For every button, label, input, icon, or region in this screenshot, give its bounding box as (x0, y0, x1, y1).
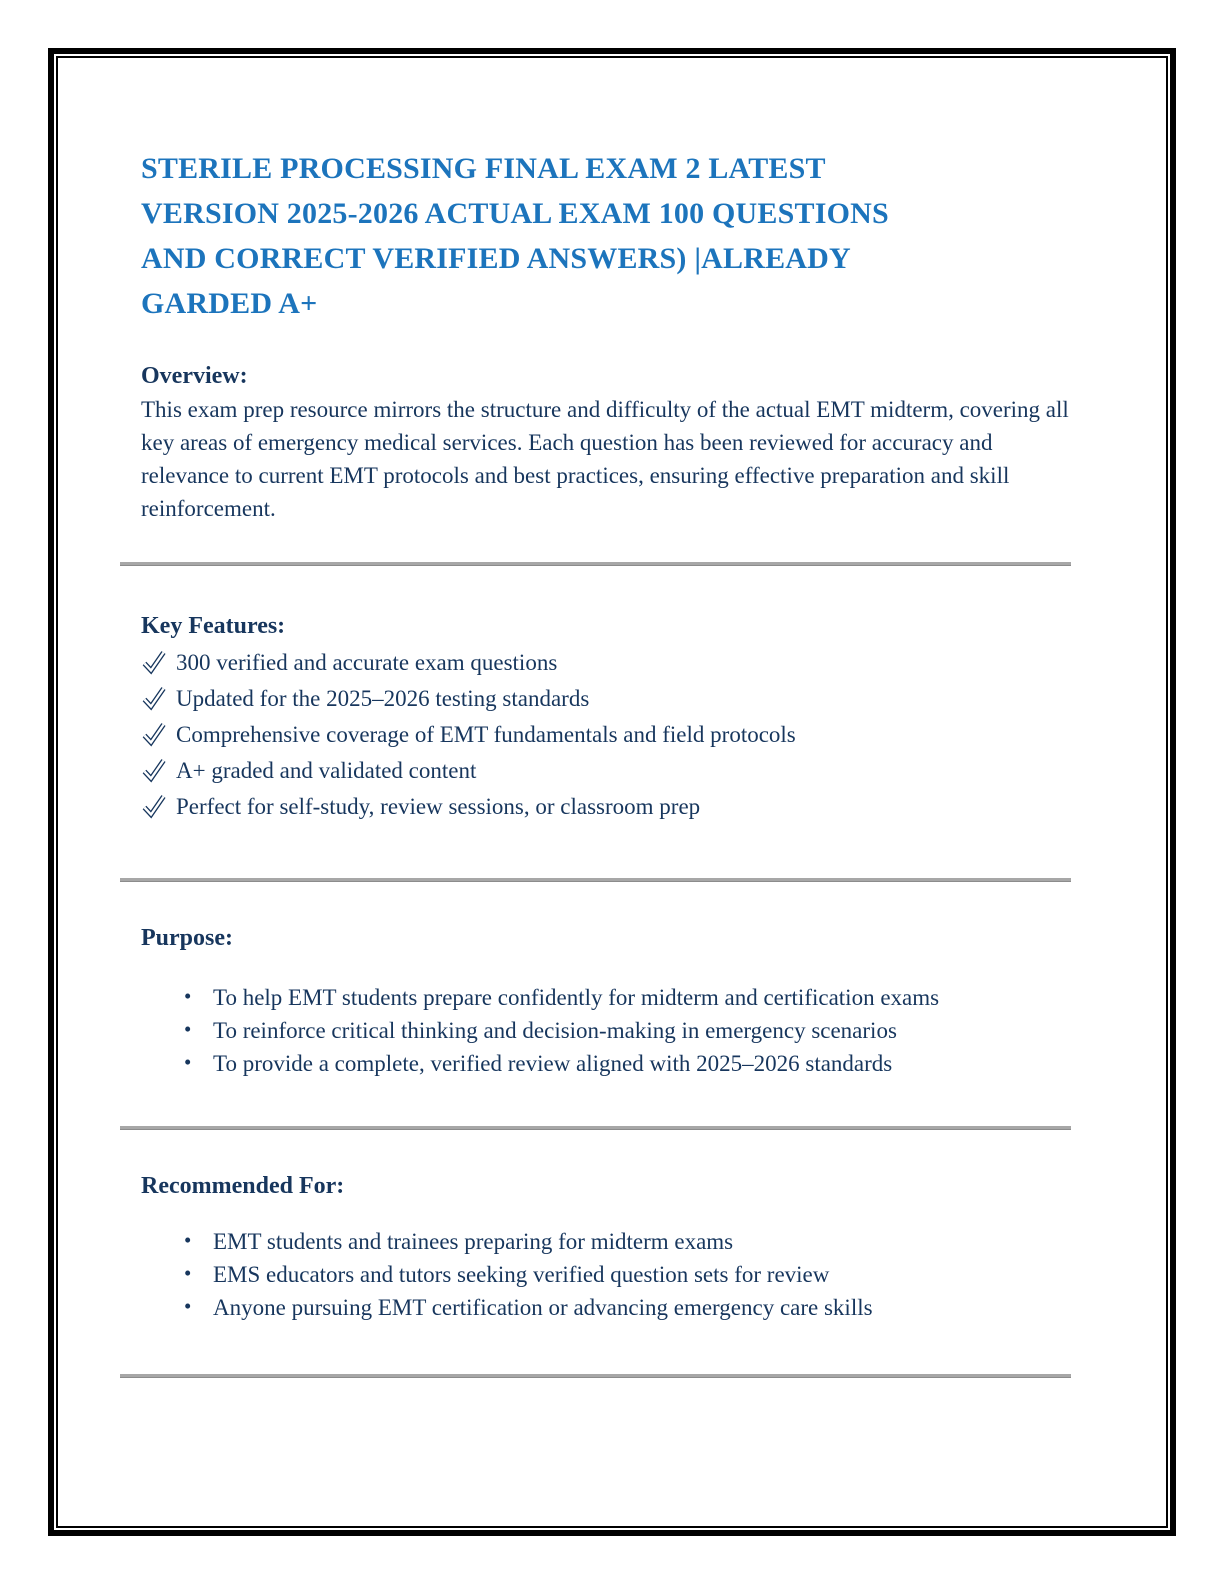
document-title-line: VERSION 2025-2026 ACTUAL EXAM 100 QUESTIONS (141, 197, 889, 230)
feature-item (141, 681, 1078, 717)
section-divider (120, 1126, 1071, 1130)
section-divider (120, 878, 1071, 882)
feature-item-label: 300 verified and accurate exam questions (176, 650, 558, 675)
feature-item-label: Perfect for self-study, review sessions, or classroom prep (176, 794, 701, 819)
check-icon (141, 793, 167, 819)
list-item: • To provide a complete, verified review aligned with 2025–2026 standards (213, 1047, 1073, 1080)
feature-item (141, 717, 1078, 753)
feature-item (141, 789, 1078, 825)
check-icon (141, 721, 167, 747)
section-divider (120, 562, 1071, 566)
list-item: • Anyone pursuing EMT certification or advancing emergency care skills (213, 1291, 1073, 1324)
page-border-frame (48, 48, 1176, 1536)
check-icon (141, 685, 167, 711)
document-title-line: STERILE PROCESSING FINAL EXAM 2 LATEST (141, 152, 826, 185)
feature-item-label: Updated for the 2025–2026 testing standards (176, 686, 590, 711)
recommended-for-list (120, 1225, 1073, 1324)
overview-heading: Overview: (141, 363, 248, 389)
check-icon (141, 649, 167, 675)
recommended-for-heading: Recommended For: (141, 1173, 345, 1199)
purpose-heading: Purpose: (141, 925, 233, 951)
check-icon (141, 757, 167, 783)
document-title-line: GARDED A+ (141, 287, 318, 320)
list-item: • EMT students and trainees preparing for midterm exams (213, 1225, 1073, 1258)
key-features-heading: Key Features: (141, 613, 286, 639)
list-item: • To reinforce critical thinking and decision-making in emergency scenarios (213, 1014, 1073, 1047)
section-divider (120, 1374, 1071, 1378)
key-features-list (141, 645, 1078, 825)
feature-item-label: Comprehensive coverage of EMT fundamentals and field protocols (176, 722, 796, 747)
overview-paragraph: This exam prep resource mirrors the structure and difficulty of the actual EMT midterm, covering all key areas of emergency medical services. Each question has been reviewed for accuracy and relevance to current EMT protocols and best practices, ensuring effective preparation and skill reinforcement. (141, 397, 1069, 521)
feature-item-label: A+ graded and validated content (176, 758, 477, 783)
document-title (141, 146, 1078, 326)
feature-item (141, 753, 1078, 789)
document-title-line: AND CORRECT VERIFIED ANSWERS) |ALREADY (141, 242, 851, 275)
document-page (56, 56, 1168, 1528)
feature-item (141, 645, 1078, 681)
purpose-list (120, 981, 1073, 1080)
list-item: • EMS educators and tutors seeking verified question sets for review (213, 1258, 1073, 1291)
list-item: • To help EMT students prepare confidently for midterm and certification exams (213, 981, 1073, 1014)
